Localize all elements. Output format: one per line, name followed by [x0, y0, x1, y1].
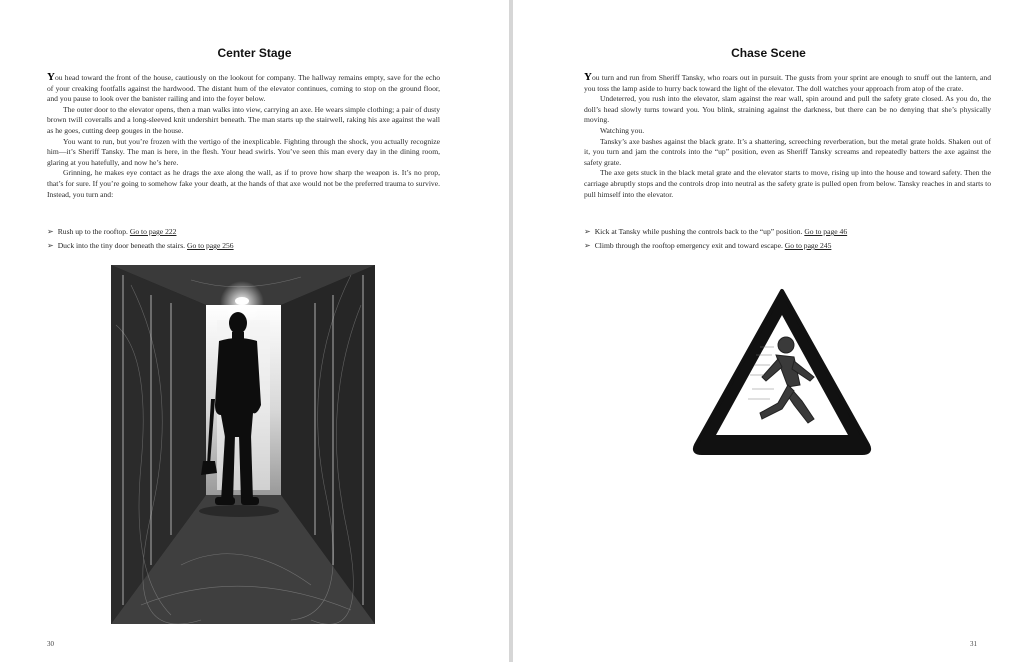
paragraph: Undeterred, you rush into the elevator, slam against the rear wall, spin around and pull the safety grate closed. As you do, the doll’s head slowly turns toward you. You blink, straining against the darkness, but there can be no denying that she’s physically moving.	[584, 94, 991, 125]
paragraph: You want to run, but you’re frozen with the vertigo of the inexplicable. Fighting through the shock, you actually recognize him—it’s Sheriff Tansky. The man is here, in the flesh. Your head swirls. You’ve seen this man every day in the dining room, glaring at you hatefully, and now he’s here.	[47, 136, 440, 167]
left-page	[0, 0, 509, 662]
go-to-page-46-link[interactable]: Go to page 46	[804, 227, 848, 236]
right-page	[513, 0, 1024, 662]
go-to-page-256-link[interactable]: Go to page 256	[187, 241, 234, 250]
body-text	[584, 72, 991, 200]
page-number: 30	[47, 640, 54, 648]
choice-item: ➢ Duck into the tiny door beneath the stairs. Go to page 256	[47, 241, 234, 250]
go-to-page-222-link[interactable]: Go to page 222	[129, 227, 177, 236]
paragraph: The outer door to the elevator opens, then a man walks into view, carrying an axe. He wears simple clothing; a pair of dusty brown twill coveralls and a long-sleeved knit undershirt beneath. The man starts up the stairwell, raking his axe against the wall as he goes, cutting deep gouges in the house.	[47, 104, 440, 135]
arrowhead-bullet-icon: ➢	[584, 241, 591, 250]
arrowhead-bullet-icon: ➢	[47, 241, 54, 250]
choice-list	[584, 227, 984, 255]
page-number: 31	[970, 640, 977, 648]
choice-list	[47, 227, 447, 255]
chapter-title: Center Stage	[217, 46, 292, 60]
paragraph: Grinning, he makes eye contact as he drags the axe along the wall, as if to prove how sharp the weapon is. It’s no prop, that’s for sure. If you’re going to somehow fake your death, at the hands of that axe would not be the preferred trauma to survive. Instead, you turn and:	[47, 168, 440, 199]
paragraph: You turn and run from Sheriff Tansky, who roars out in pursuit. The gusts from your sprint are enough to snuff out the lantern, and you toss the lamp aside to hurry back toward the light of the elevator. The doll watches your approach from atop of the crate.	[584, 71, 991, 93]
choice-item: ➢ Kick at Tansky while pushing the controls back to the “up” position. Go to page 46	[584, 227, 848, 236]
go-to-page-245-link[interactable]: Go to page 245	[784, 241, 832, 250]
body-text	[47, 72, 440, 200]
choice-item: ➢ Climb through the rooftop emergency exit and toward escape. Go to page 245	[584, 241, 832, 250]
choice-item: ➢ Rush up to the rooftop. Go to page 222	[47, 227, 177, 236]
drop-cap: Y	[47, 71, 55, 83]
paragraph: Watching you.	[600, 125, 645, 135]
paragraph: The axe gets stuck in the black metal grate and the elevator starts to move, rising up into the house and toward safety. Then the carriage abruptly stops and the controls drop into neutral as the safety grate is pulled open from below. Tansky reaches in and starts to pull himself into the elevator.	[584, 168, 991, 199]
arrowhead-bullet-icon: ➢	[584, 227, 591, 236]
arrowhead-bullet-icon: ➢	[47, 227, 54, 236]
paragraph: You head toward the front of the house, cautiously on the lookout for company. The hallway remains empty, save for the echo of your creaking footfalls against the hardwood. The distant hum of the elevator continues, coming to stop on the ground floor, and you pause to look over the banister railing and into the foyer below.	[47, 71, 440, 104]
corridor-figure-illustration	[111, 265, 375, 624]
running-man-warning-sign-icon	[690, 285, 874, 457]
chapter-title: Chase Scene	[731, 46, 806, 60]
drop-cap: Y	[584, 71, 592, 83]
paragraph: Tansky’s axe bashes against the black grate. It’s a shattering, screeching reverberation, but the metal grate holds. Shaken out of it, you turn and jam the controls into the “up” position, even as Sheriff Tansky screams and repeatedly batters the axe against the safety grate.	[584, 136, 991, 167]
